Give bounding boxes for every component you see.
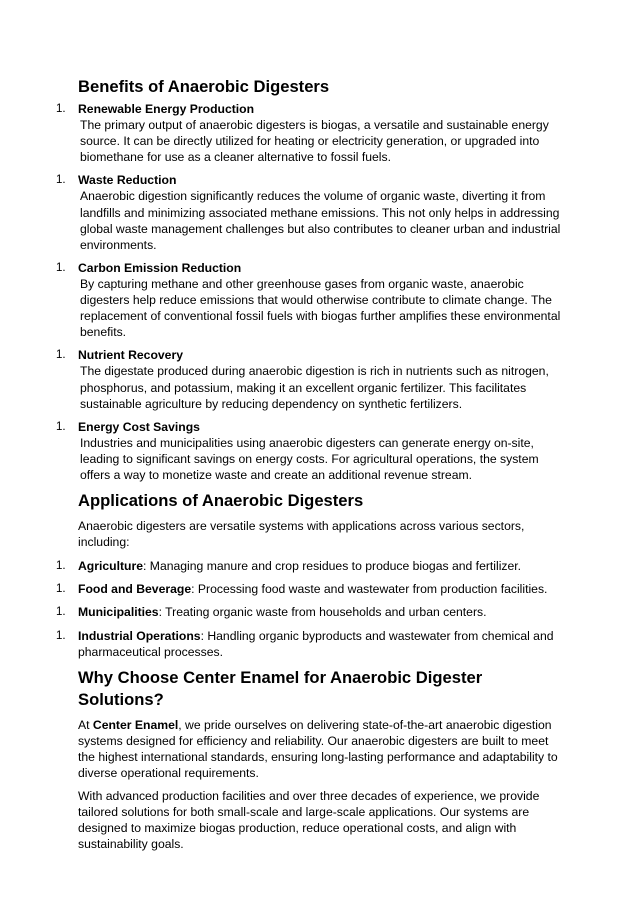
benefit-item xyxy=(56,260,568,340)
application-text: : Handling organic byproducts and wastewater from chemical and pharmaceutical processes. xyxy=(78,628,554,659)
application-heading: Industrial Operations xyxy=(78,628,201,643)
list-number: 1. xyxy=(56,261,66,274)
benefit-text: The primary output of anaerobic digesters is biogas, a versatile and sustainable energy source. It can be directly utilized for heating or electricity generation, or upgraded into biomethane for use as a cleaner alternative to fossil fuels. xyxy=(80,118,549,165)
benefit-heading: Renewable Energy Production xyxy=(78,102,255,116)
application-heading: Food and Beverage xyxy=(78,582,192,597)
benefit-text: By capturing methane and other greenhouse gases from organic waste, anaerobic digesters help reduce emissions that would otherwise contribute to climate change. The replacement of conventional fossil fuels with biogas further amplifies these environmental benefits. xyxy=(80,276,561,340)
application-heading: Agriculture xyxy=(78,559,144,574)
application-heading: Municipalities xyxy=(78,605,159,620)
why-heading: Why Choose Center Enamel for Anaerobic Digester Solutions? xyxy=(78,667,483,709)
applications-intro: Anaerobic digesters are versatile systems with applications across various sectors, including: xyxy=(78,519,525,550)
list-number: 1. xyxy=(56,583,66,596)
why-paragraph-1 xyxy=(78,717,568,781)
list-number: 1. xyxy=(56,420,66,433)
benefits-heading: Benefits of Anaerobic Digesters xyxy=(78,77,330,96)
application-text: : Processing food waste and wastewater from production facilities. xyxy=(191,582,548,597)
application-item xyxy=(56,558,568,574)
list-number: 1. xyxy=(56,606,66,619)
application-item xyxy=(56,628,568,660)
benefit-item xyxy=(56,172,568,252)
list-number: 1. xyxy=(56,349,66,362)
application-item xyxy=(56,604,568,620)
application-item xyxy=(56,581,568,597)
applications-heading: Applications of Anaerobic Digesters xyxy=(78,491,364,511)
benefit-heading: Waste Reduction xyxy=(78,173,177,188)
benefit-text: Anaerobic digestion significantly reduces the volume of organic waste, diverting it from landfills and minimizing associated methane emissions. This not only helps in addressing global waste management challenges but also contributes to cleaner urban and industrial environments. xyxy=(80,189,561,252)
benefit-text: Industries and municipalities using anaerobic digesters can generate energy on-site, leading to significant savings on energy costs. For agricultural operations, the system offers a way to monetize waste and create an additional revenue stream. xyxy=(80,435,539,482)
document-content xyxy=(56,76,568,859)
application-text: : Managing manure and crop residues to produce biogas and fertilizer. xyxy=(143,559,522,574)
list-number: 1. xyxy=(56,174,66,187)
list-number: 1. xyxy=(56,560,66,573)
why-paragraph-2: With advanced production facilities and over three decades of experience, we provide tailored solutions for both small-scale and large-scale applications. Our systems are designed to maximize biogas production, reduce operational costs, and align with sustainability goals. xyxy=(78,789,540,852)
benefit-item xyxy=(56,101,568,165)
why-p1-prefix: At xyxy=(78,717,93,732)
list-number: 1. xyxy=(56,103,66,115)
application-text: : Treating organic waste from households and urban centers. xyxy=(158,605,487,620)
list-number: 1. xyxy=(56,629,66,642)
benefit-item xyxy=(56,419,568,483)
benefit-heading: Energy Cost Savings xyxy=(78,419,200,434)
benefit-text: The digestate produced during anaerobic digestion is rich in nutrients such as nitrogen, phosphorus, and potassium, making it an excellent organic fertilizer. This facilitates sustainable agriculture by reducing dependency on synthetic fertilizers. xyxy=(80,364,549,411)
benefit-item xyxy=(56,347,568,411)
benefit-heading: Nutrient Recovery xyxy=(78,348,183,363)
company-name: Center Enamel xyxy=(92,717,179,732)
why-p1-text: , we pride ourselves on delivering state-of-the-art anaerobic digestion systems designed for efficiency and reliability. Our anaerobic digesters are built to meet the highest international standards, ensuring long-lasting performance and adaptability to diverse operational requirements. xyxy=(78,717,558,780)
benefit-heading: Carbon Emission Reduction xyxy=(78,260,242,275)
